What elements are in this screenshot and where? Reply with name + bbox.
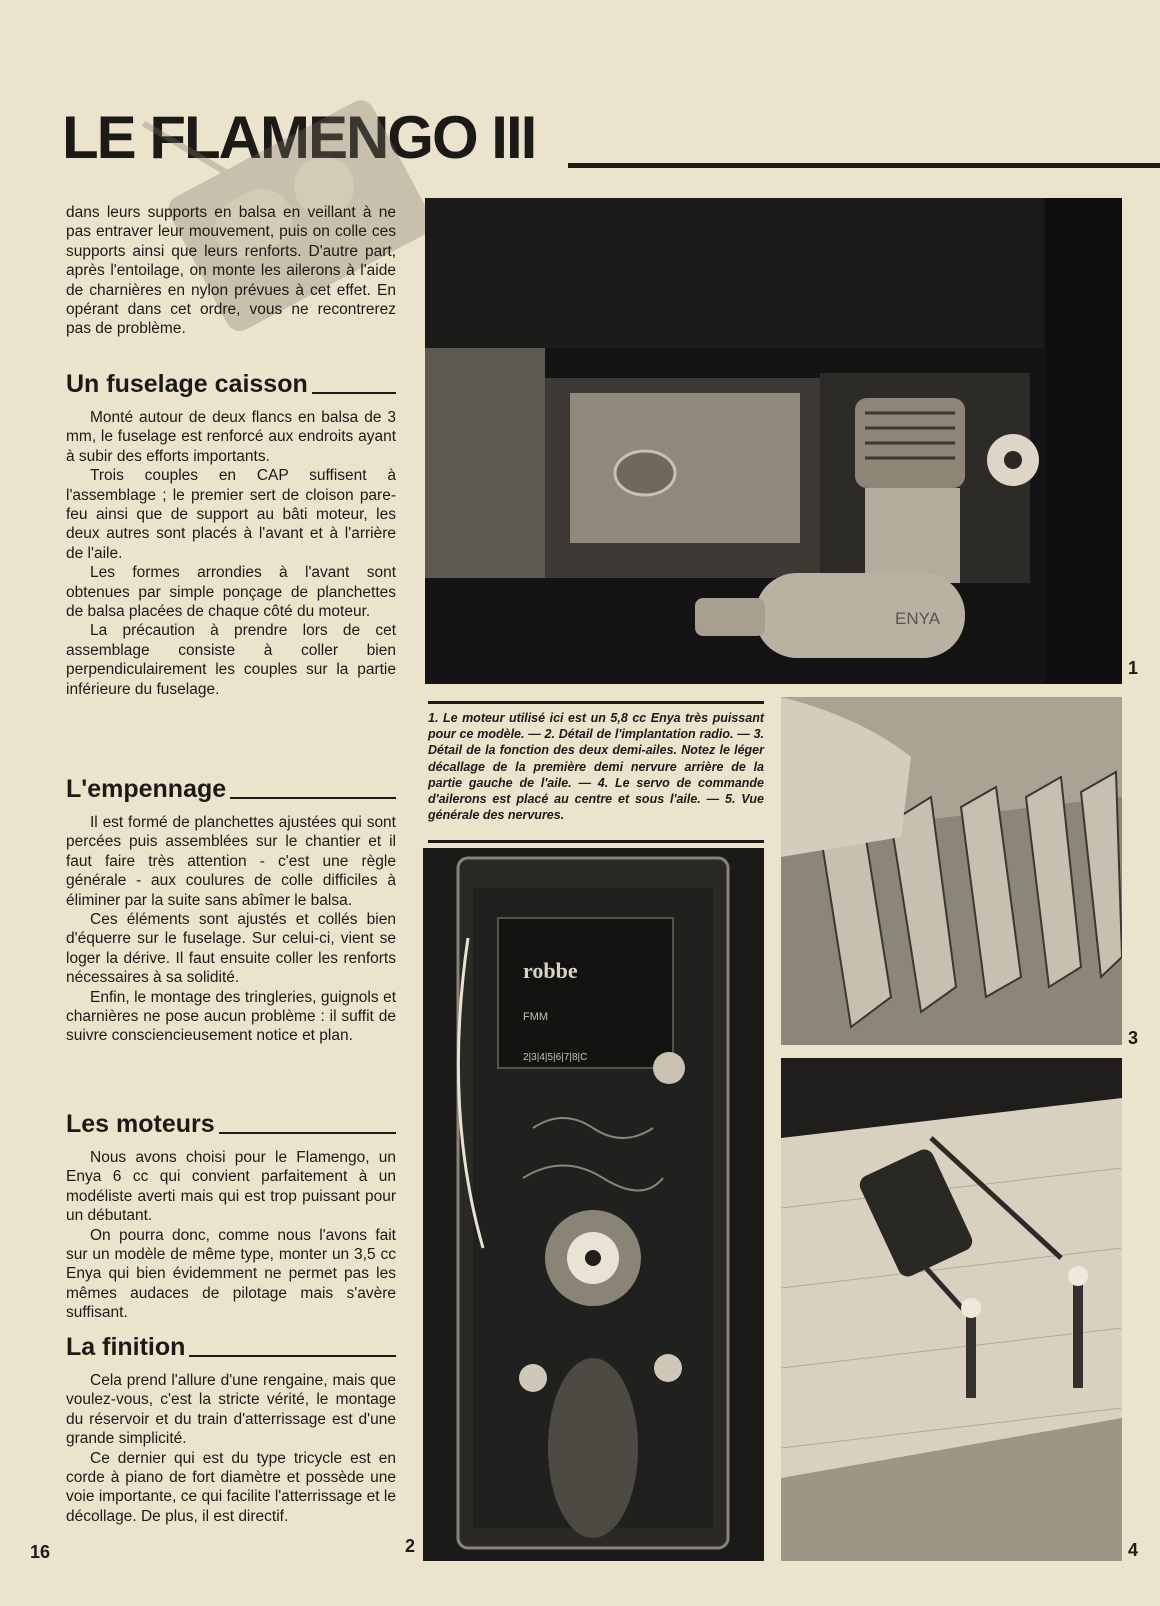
- moteurs-paragraph-2: On pourra donc, comme nous l'avons fait sur un modèle de même type, monter un 3,5 cc Enya qui bien évidemment ne permet pas les mêmes audaces de pilotage mais s'avère suffisant.: [66, 1226, 396, 1322]
- fuselage-paragraph-3: Les formes arrondies à l'avant sont obtenues par simple ponçage de planchettes de balsa placées de chaque côté du moteur.: [66, 564, 396, 621]
- figure-number-4: 4: [1128, 1540, 1139, 1560]
- heading-finition-text: La finition: [66, 1333, 186, 1361]
- heading-empennage-text: L'empennage: [66, 775, 227, 803]
- photo-caption: 1. Le moteur utilisé ici est un 5,8 cc Enya très puissant pour ce modèle. — 2. Détail de l'implantation radio. — 3. Détail de la fonction des deux demi-ailes. Notez le léger décallage de la première demi nervure arrière de la partie gauche de l'aile. — 4. Le servo de commande d'ailerons est placé au centre et sous l'aile. — 5. Vue générale des nervures.: [428, 711, 764, 823]
- page-title: LE FLAMENGO III: [62, 104, 536, 171]
- receiver-brand-label: robbe: [523, 958, 578, 983]
- photo-wing-ribs: [781, 697, 1122, 1045]
- empennage-paragraph-1: Il est formé de planchettes ajustées qui sont percées puis assemblées sur le chantier et il faut faire très attention - c'est une règle générale - aux coulures de colle difficiles à éliminer par la suite sans abîmer le balsa.: [66, 814, 396, 909]
- finition-paragraph-2: Ce dernier qui est du type tricycle est en corde à piano de fort diamètre et possède une voie importante, ce qui facilite l'atterrissage et le décollage. De plus, il est directif.: [66, 1449, 396, 1525]
- section-finition: [66, 1333, 396, 1526]
- title-rule: [568, 163, 1160, 168]
- figure-number-3: 3: [1128, 1028, 1139, 1048]
- page-number: 16: [30, 1542, 51, 1562]
- section-empennage: [66, 775, 396, 1046]
- finition-paragraph-1: Cela prend l'allure d'une rengaine, mais que voulez-vous, c'est la stricte vérité, le montage du réservoir et du train d'atterrissage est d'une grande simplicité.: [66, 1372, 396, 1448]
- receiver-model-label: FMM: [523, 1011, 549, 1023]
- engine-brand-label: ENYA: [895, 609, 941, 628]
- intro-block: [66, 203, 396, 339]
- caption-top-rule: [428, 701, 764, 704]
- photo-engine: [425, 198, 1122, 684]
- figure-number-2: 2: [405, 1536, 416, 1556]
- figure-number-1: 1: [1128, 658, 1139, 678]
- fuselage-paragraph-1: Monté autour de deux flancs en balsa de 3 mm, le fuselage est renforcé aux endroits ayant à subir des efforts importants.: [66, 409, 396, 465]
- heading-moteurs-text: Les moteurs: [66, 1110, 215, 1138]
- section-fuselage: [66, 370, 396, 699]
- photo-radio: [423, 848, 764, 1561]
- intro-paragraph: dans leurs supports en balsa en veillant à ne pas entraver leur mouvement, puis on colle ces supports ainsi que leurs renforts. D'autre part, après l'entoilage, on monte les ailerons à l'aide de charnières en nylon prévues à cet effet. En opérant dans cet ordre, vous ne recontrerez pas de problème.: [66, 204, 396, 338]
- heading-fuselage: [66, 370, 396, 398]
- heading-moteurs: [66, 1110, 396, 1138]
- receiver-channels-label: 2|3|4|5|6|7|8|C: [523, 1052, 588, 1063]
- heading-empennage: [66, 775, 396, 803]
- empennage-paragraph-3: Enfin, le montage des tringleries, guignols et charnières ne pose aucun problème : il suffit de suivre consciencieusement notice et plan.: [66, 988, 396, 1045]
- fuselage-paragraph-2: Trois couples en CAP suffisent à l'assemblage ; le premier sert de cloison pare-feu ainsi que de support au bâti moteur, les deux autres sont placés à l'avant et à l'arrière de l'aile.: [66, 467, 396, 562]
- empennage-paragraph-2: Ces éléments sont ajustés et collés bien d'équerre sur le fuselage. Sur celui-ci, vient se loger la dérive. Il faut ensuite coller les renforts nécessaires à sa solidité.: [66, 911, 396, 987]
- caption-bottom-rule: [428, 840, 764, 843]
- section-moteurs: [66, 1110, 396, 1323]
- fuselage-paragraph-4: La précaution à prendre lors de cet assemblage consiste à coller bien perpendiculairement les couples sur la partie inférieure du fuselage.: [66, 622, 396, 698]
- heading-finition: [66, 1333, 396, 1361]
- heading-fuselage-text: Un fuselage caisson: [66, 370, 308, 398]
- photo-aileron-servo: [781, 1058, 1122, 1561]
- moteurs-paragraph-1: Nous avons choisi pour le Flamengo, un Enya 6 cc qui convient parfaitement à un modéliste averti mais qui est trop puissant pour un débutant.: [66, 1149, 396, 1225]
